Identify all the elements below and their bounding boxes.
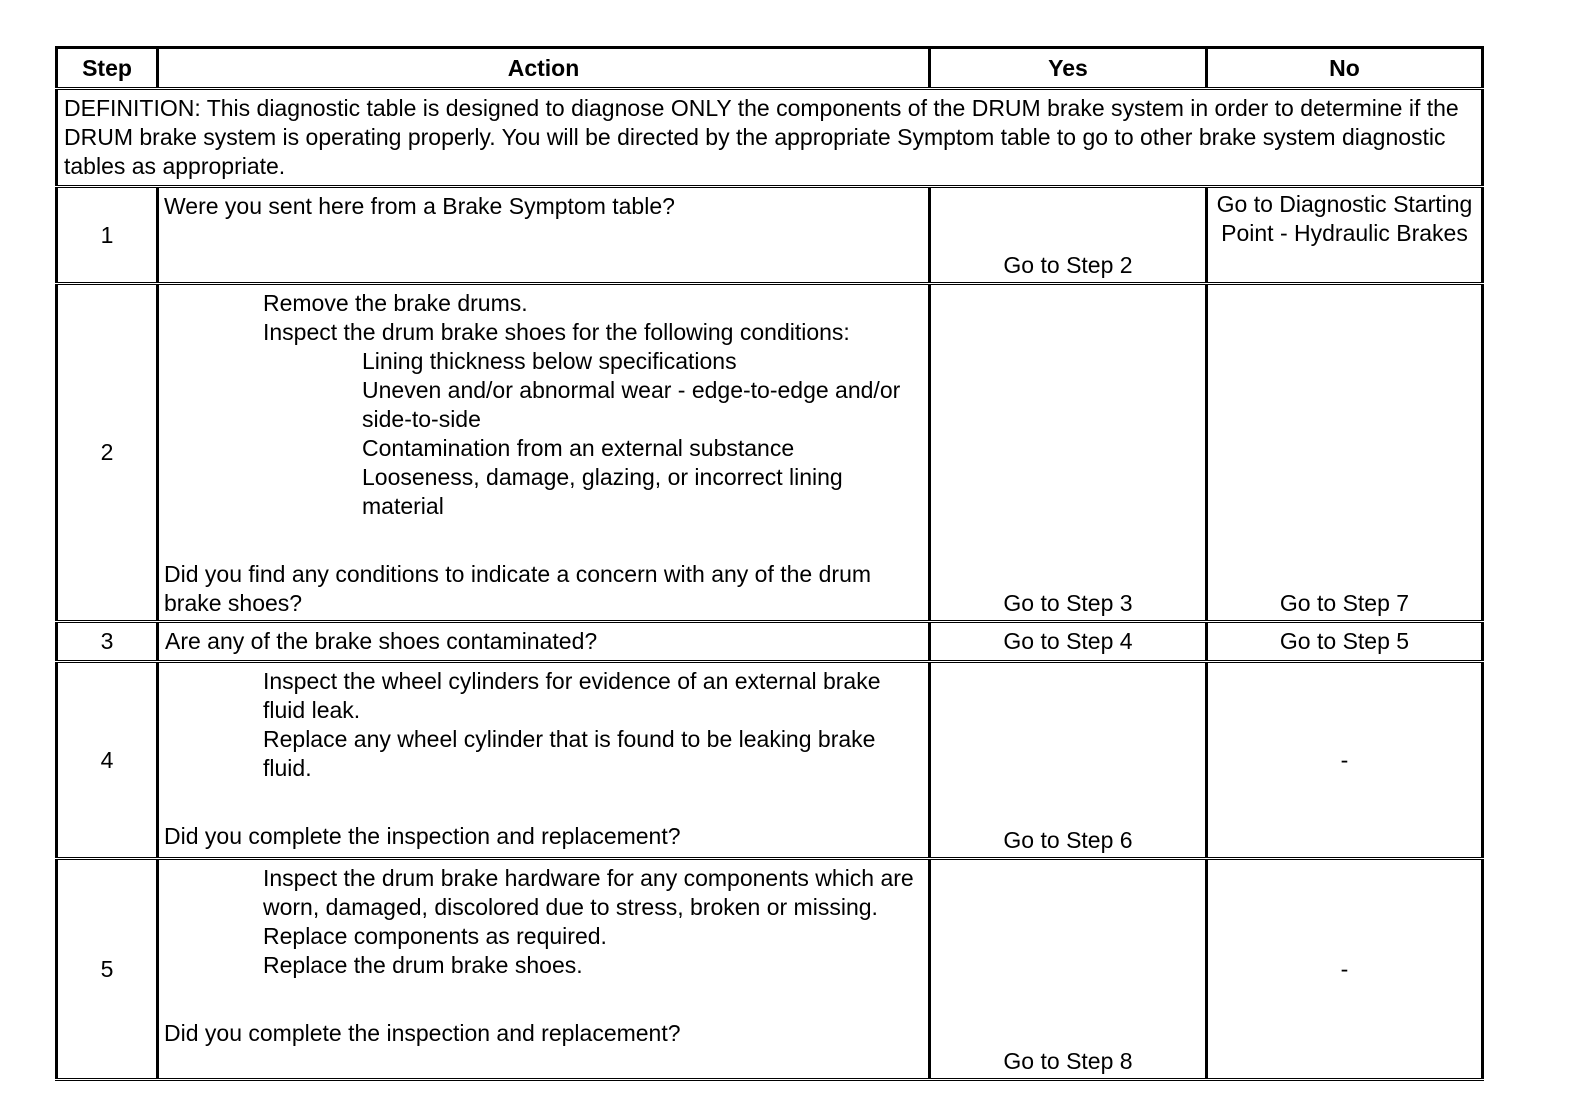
no-cell: Go to Diagnostic Starting Point - Hydraulic Brakes <box>1207 187 1483 284</box>
question-text: Did you complete the inspection and replacement? <box>164 1020 681 1046</box>
yes-cell: Go to Step 6 <box>930 662 1207 859</box>
instruction-text: Inspect the drum brake shoes for the following conditions: <box>263 319 850 345</box>
instruction-text: Inspect the drum brake hardware for any components which are worn, damaged, discolored due to stress, broken or missing. <box>263 865 914 920</box>
header-action: Action <box>158 48 930 89</box>
step-number: 4 <box>57 662 158 859</box>
instruction-text: Replace the drum brake shoes. <box>263 952 583 978</box>
no-cell: - <box>1207 662 1483 859</box>
header-step: Step <box>57 48 158 89</box>
condition-item: Lining thickness below specifications <box>362 348 737 374</box>
step-number: 1 <box>57 187 158 284</box>
step-number: 3 <box>57 622 158 662</box>
action-cell <box>158 187 930 284</box>
condition-item: Uneven and/or abnormal wear - edge-to-edge and/or side-to-side <box>362 377 901 432</box>
header-no: No <box>1207 48 1483 89</box>
header-yes: Yes <box>930 48 1207 89</box>
instruction-text: Inspect the wheel cylinders for evidence of an external brake fluid leak. <box>263 668 881 723</box>
table-row <box>57 859 1483 1080</box>
instruction-text: Remove the brake drums. <box>263 290 528 316</box>
action-cell <box>158 284 930 622</box>
no-cell: Go to Step 7 <box>1207 284 1483 622</box>
table-row <box>57 284 1483 622</box>
header-row <box>57 48 1483 89</box>
step-number: 2 <box>57 284 158 622</box>
table-row <box>57 622 1483 662</box>
condition-item: Contamination from an external substance <box>362 435 795 461</box>
instruction-text: Replace components as required. <box>263 923 607 949</box>
no-cell: Go to Step 5 <box>1207 622 1483 662</box>
step-number: 5 <box>57 859 158 1080</box>
diagnostic-table <box>55 46 1484 1081</box>
definition-text: DEFINITION: This diagnostic table is designed to diagnose ONLY the components of the DRUM brake system in order to determine if the DRUM brake system is operating properly. You will be directed by the appropriate Symptom table to go to other brake system diagnostic tables as appropriate. <box>57 89 1483 187</box>
action-cell <box>158 622 930 662</box>
definition-row <box>57 89 1483 187</box>
yes-cell: Go to Step 8 <box>930 859 1207 1080</box>
yes-cell: Go to Step 4 <box>930 622 1207 662</box>
instruction-text: Replace any wheel cylinder that is found to be leaking brake fluid. <box>263 726 876 781</box>
question-text: Were you sent here from a Brake Symptom table? <box>164 193 675 219</box>
table-row <box>57 187 1483 284</box>
question-text: Did you complete the inspection and replacement? <box>164 823 681 849</box>
question-text: Are any of the brake shoes contaminated? <box>165 628 598 654</box>
yes-cell: Go to Step 2 <box>930 187 1207 284</box>
action-cell <box>158 662 930 859</box>
yes-cell: Go to Step 3 <box>930 284 1207 622</box>
question-text: Did you find any conditions to indicate a concern with any of the drum brake shoes? <box>164 561 872 616</box>
condition-item: Looseness, damage, glazing, or incorrect lining material <box>362 464 843 519</box>
no-cell: - <box>1207 859 1483 1080</box>
action-cell <box>158 859 930 1080</box>
table-row <box>57 662 1483 859</box>
